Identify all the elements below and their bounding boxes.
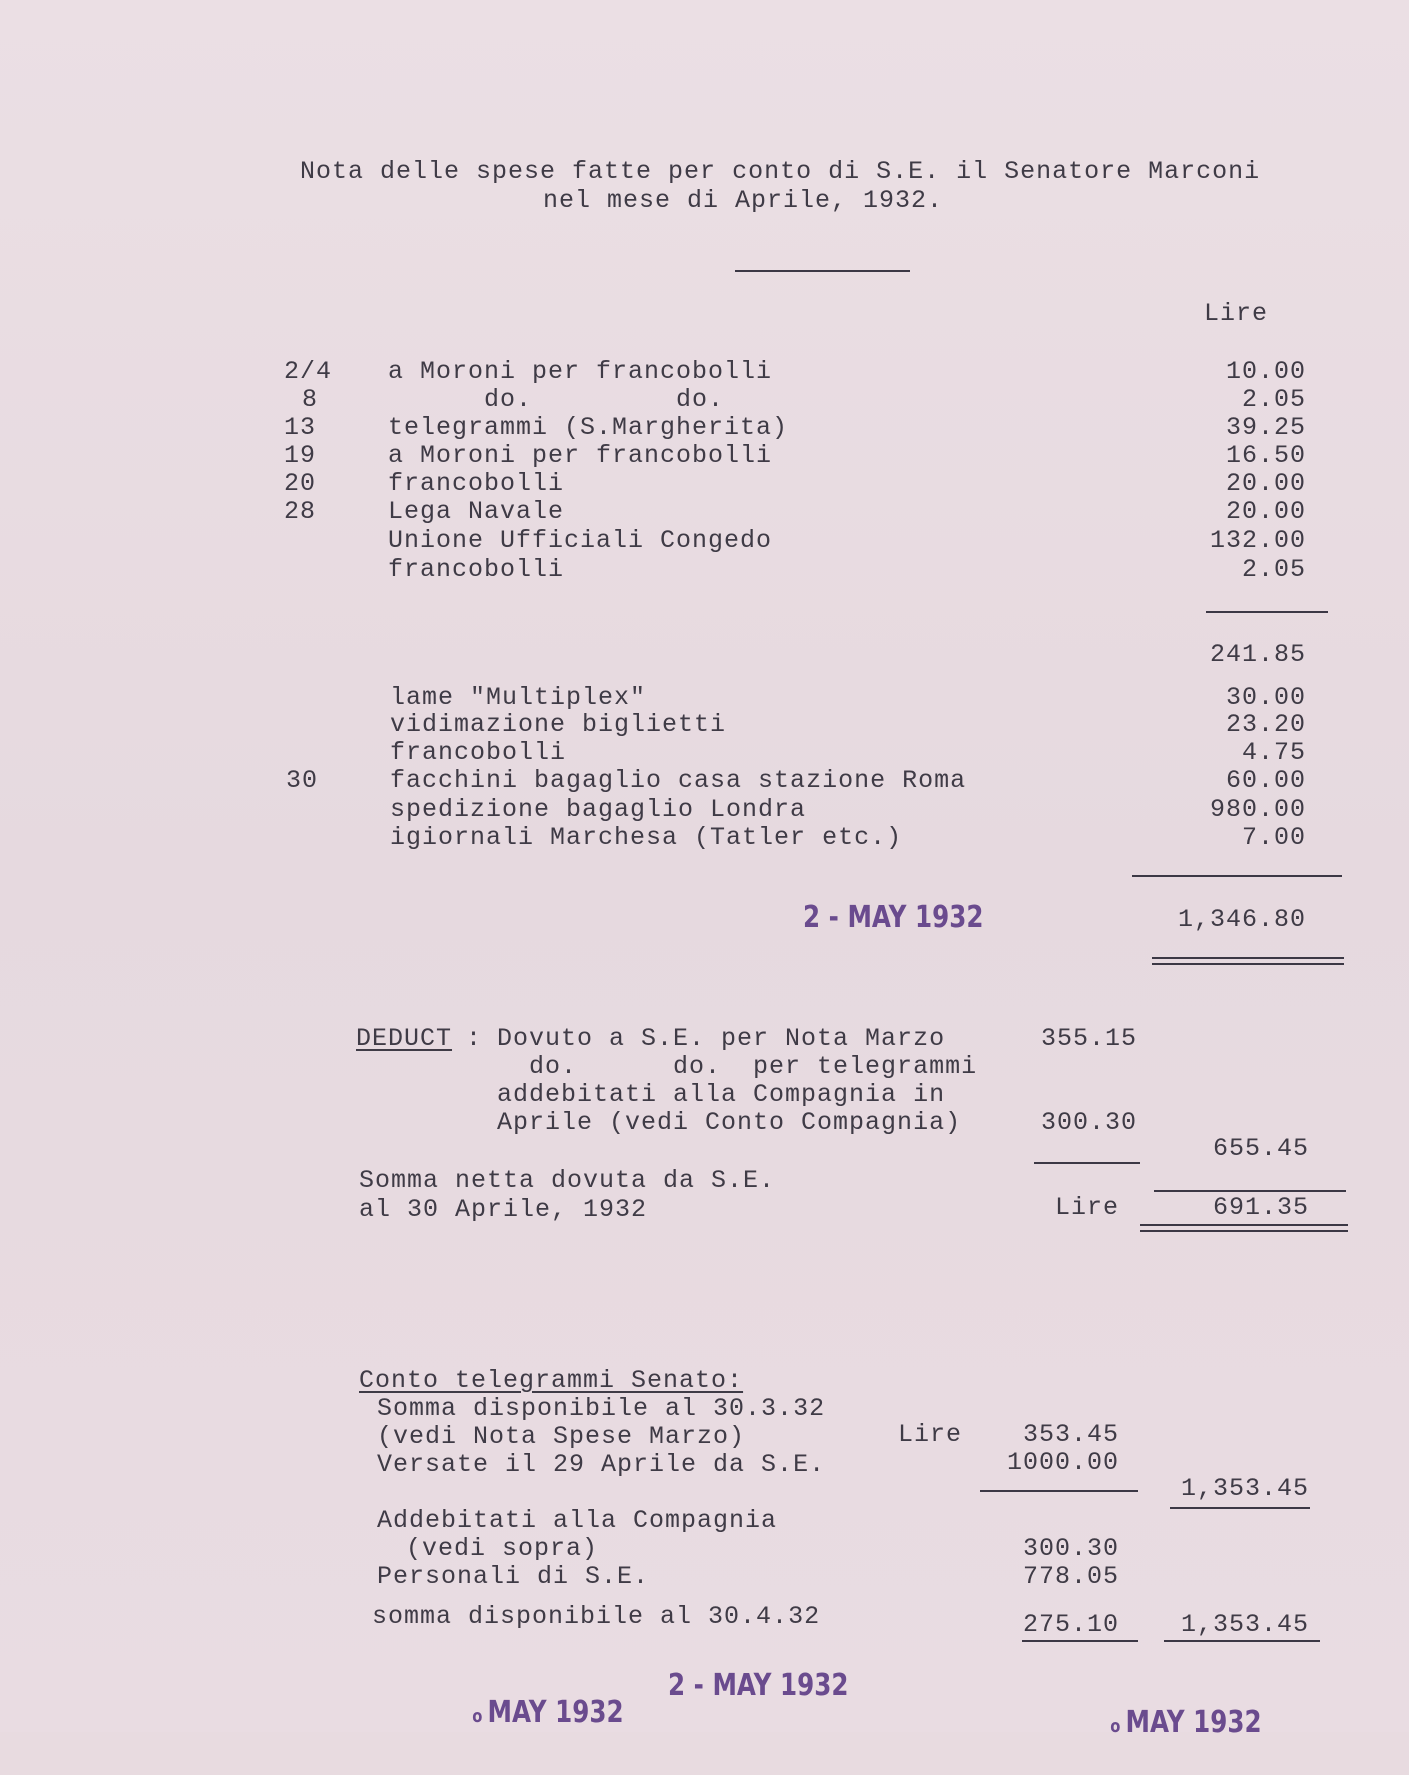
conto-rule-1 — [980, 1490, 1138, 1492]
item-desc: francobolli — [390, 738, 567, 767]
stamp-text: MAY 1932 — [487, 1695, 624, 1730]
deduct-sum: 655.45 — [1212, 1134, 1309, 1163]
net-double-rule-2 — [1140, 1230, 1348, 1232]
item-amount: 2.05 — [1241, 385, 1306, 414]
item-date: 30 — [286, 766, 319, 795]
stamp-fragment: o — [1110, 1716, 1126, 1737]
item-desc: do. do. — [388, 385, 725, 414]
item-date: 13 — [284, 413, 317, 442]
conto-line-5: (vedi sopra) — [406, 1534, 599, 1563]
date-stamp — [1076, 1670, 1262, 1775]
item-desc: telegrammi (S.Margherita) — [388, 413, 789, 442]
conto-amount-2: 1000.00 — [1006, 1448, 1119, 1477]
conto-line-3: Versate il 29 Aprile da S.E. — [377, 1450, 826, 1479]
item-amount: 60.00 — [1225, 766, 1306, 795]
deduct-amount-1: 355.15 — [1040, 1024, 1137, 1053]
header-line-2: nel mese di Aprile, 1932. — [543, 186, 944, 215]
stamp-text: MAY 1932 — [1125, 1705, 1262, 1740]
item-amount: 2.05 — [1241, 555, 1306, 584]
conto-title: Conto telegrammi Senato: — [359, 1366, 744, 1395]
conto-line-2: (vedi Nota Spese Marzo) — [377, 1422, 746, 1451]
date-stamp: 2 - MAY 1932 — [668, 1668, 849, 1703]
conto-currency: Lire — [898, 1420, 963, 1449]
item-desc: facchini bagaglio casa stazione Roma — [390, 766, 967, 795]
item-date: 28 — [284, 497, 317, 526]
conto-sum-2-underline — [1164, 1640, 1320, 1642]
deduct-label: DEDUCT — [356, 1024, 453, 1053]
item-amount: 132.00 — [1209, 526, 1306, 555]
conto-amount-3: 300.30 — [1022, 1534, 1119, 1563]
item-desc: a Moroni per francobolli — [388, 441, 773, 470]
net-line-1: Somma netta dovuta da S.E. — [359, 1166, 776, 1195]
conto-amount-4: 778.05 — [1022, 1562, 1119, 1591]
item-desc: vidimazione biglietti — [390, 710, 727, 739]
item-amount: 7.00 — [1241, 823, 1306, 852]
item-amount: 10.00 — [1225, 357, 1306, 386]
currency-label: Lire — [1204, 299, 1269, 328]
item-date: 8 — [302, 385, 319, 414]
conto-line-6: Personali di S.E. — [377, 1562, 650, 1591]
item-amount: 20.00 — [1225, 469, 1306, 498]
deduct-rule — [1034, 1162, 1140, 1164]
conto-amount-1: 353.45 — [1022, 1420, 1119, 1449]
net-amount: 691.35 — [1212, 1193, 1309, 1222]
item-desc: igiornali Marchesa (Tatler etc.) — [390, 823, 903, 852]
header-line-1: Nota delle spese fatte per conto di S.E. il Senatore Marconi — [300, 157, 1261, 186]
item-desc: francobolli — [388, 555, 565, 584]
net-line-2: al 30 Aprile, 1932 — [359, 1195, 648, 1224]
item-date: 20 — [284, 469, 317, 498]
item-date: 2/4 — [284, 357, 333, 386]
item-amount: 4.75 — [1241, 738, 1306, 767]
item-desc: spedizione bagaglio Londra — [390, 795, 807, 824]
item-amount: 39.25 — [1225, 413, 1306, 442]
conto-amount-5-underline — [1022, 1640, 1138, 1642]
item-amount: 16.50 — [1225, 441, 1306, 470]
conto-line-4: Addebitati alla Compagnia — [377, 1506, 778, 1535]
conto-sum-1-underline — [1170, 1507, 1310, 1509]
header-rule — [735, 270, 910, 272]
item-amount: 23.20 — [1225, 710, 1306, 739]
item-amount: 30.00 — [1225, 683, 1306, 712]
net-top-rule — [1154, 1190, 1346, 1192]
item-amount: 980.00 — [1209, 795, 1306, 824]
item-desc: lame "Multiplex" — [390, 683, 647, 712]
deduct-line-3: addebitati alla Compagnia in — [497, 1080, 946, 1109]
item-desc: Unione Ufficiali Congedo — [388, 526, 773, 555]
conto-sum-2: 1,353.45 — [1180, 1610, 1309, 1639]
deduct-line-1: Dovuto a S.E. per Nota Marzo — [497, 1024, 946, 1053]
item-desc: francobolli — [388, 469, 565, 498]
item-date: 19 — [284, 441, 317, 470]
deduct-line-2: do. do. per telegrammi — [497, 1052, 978, 1081]
subtotal-amount: 241.85 — [1209, 640, 1306, 669]
conto-sum-1: 1,353.45 — [1180, 1474, 1309, 1503]
date-stamp: 2 - MAY 1932 — [803, 900, 984, 935]
total-double-rule-2 — [1152, 963, 1344, 965]
deduct-amount-2: 300.30 — [1040, 1108, 1137, 1137]
total-amount: 1,346.80 — [1177, 905, 1306, 934]
item-desc: a Moroni per francobolli — [388, 357, 773, 386]
conto-line-7: somma disponibile al 30.4.32 — [372, 1602, 821, 1631]
item-desc: Lega Navale — [388, 497, 565, 526]
net-currency: Lire — [1055, 1193, 1120, 1222]
subtotal-rule — [1206, 611, 1328, 613]
net-double-rule-1 — [1140, 1224, 1348, 1226]
deduct-line-4: Aprile (vedi Conto Compagnia) — [497, 1108, 962, 1137]
conto-line-1: Somma disponibile al 30.3.32 — [377, 1394, 826, 1423]
deduct-colon: : — [466, 1024, 483, 1053]
conto-amount-5: 275.10 — [1022, 1610, 1119, 1639]
date-stamp — [438, 1660, 624, 1765]
item-amount: 20.00 — [1225, 497, 1306, 526]
total-double-rule-1 — [1152, 957, 1344, 959]
total-rule — [1132, 875, 1342, 877]
stamp-fragment: o — [472, 1706, 488, 1727]
